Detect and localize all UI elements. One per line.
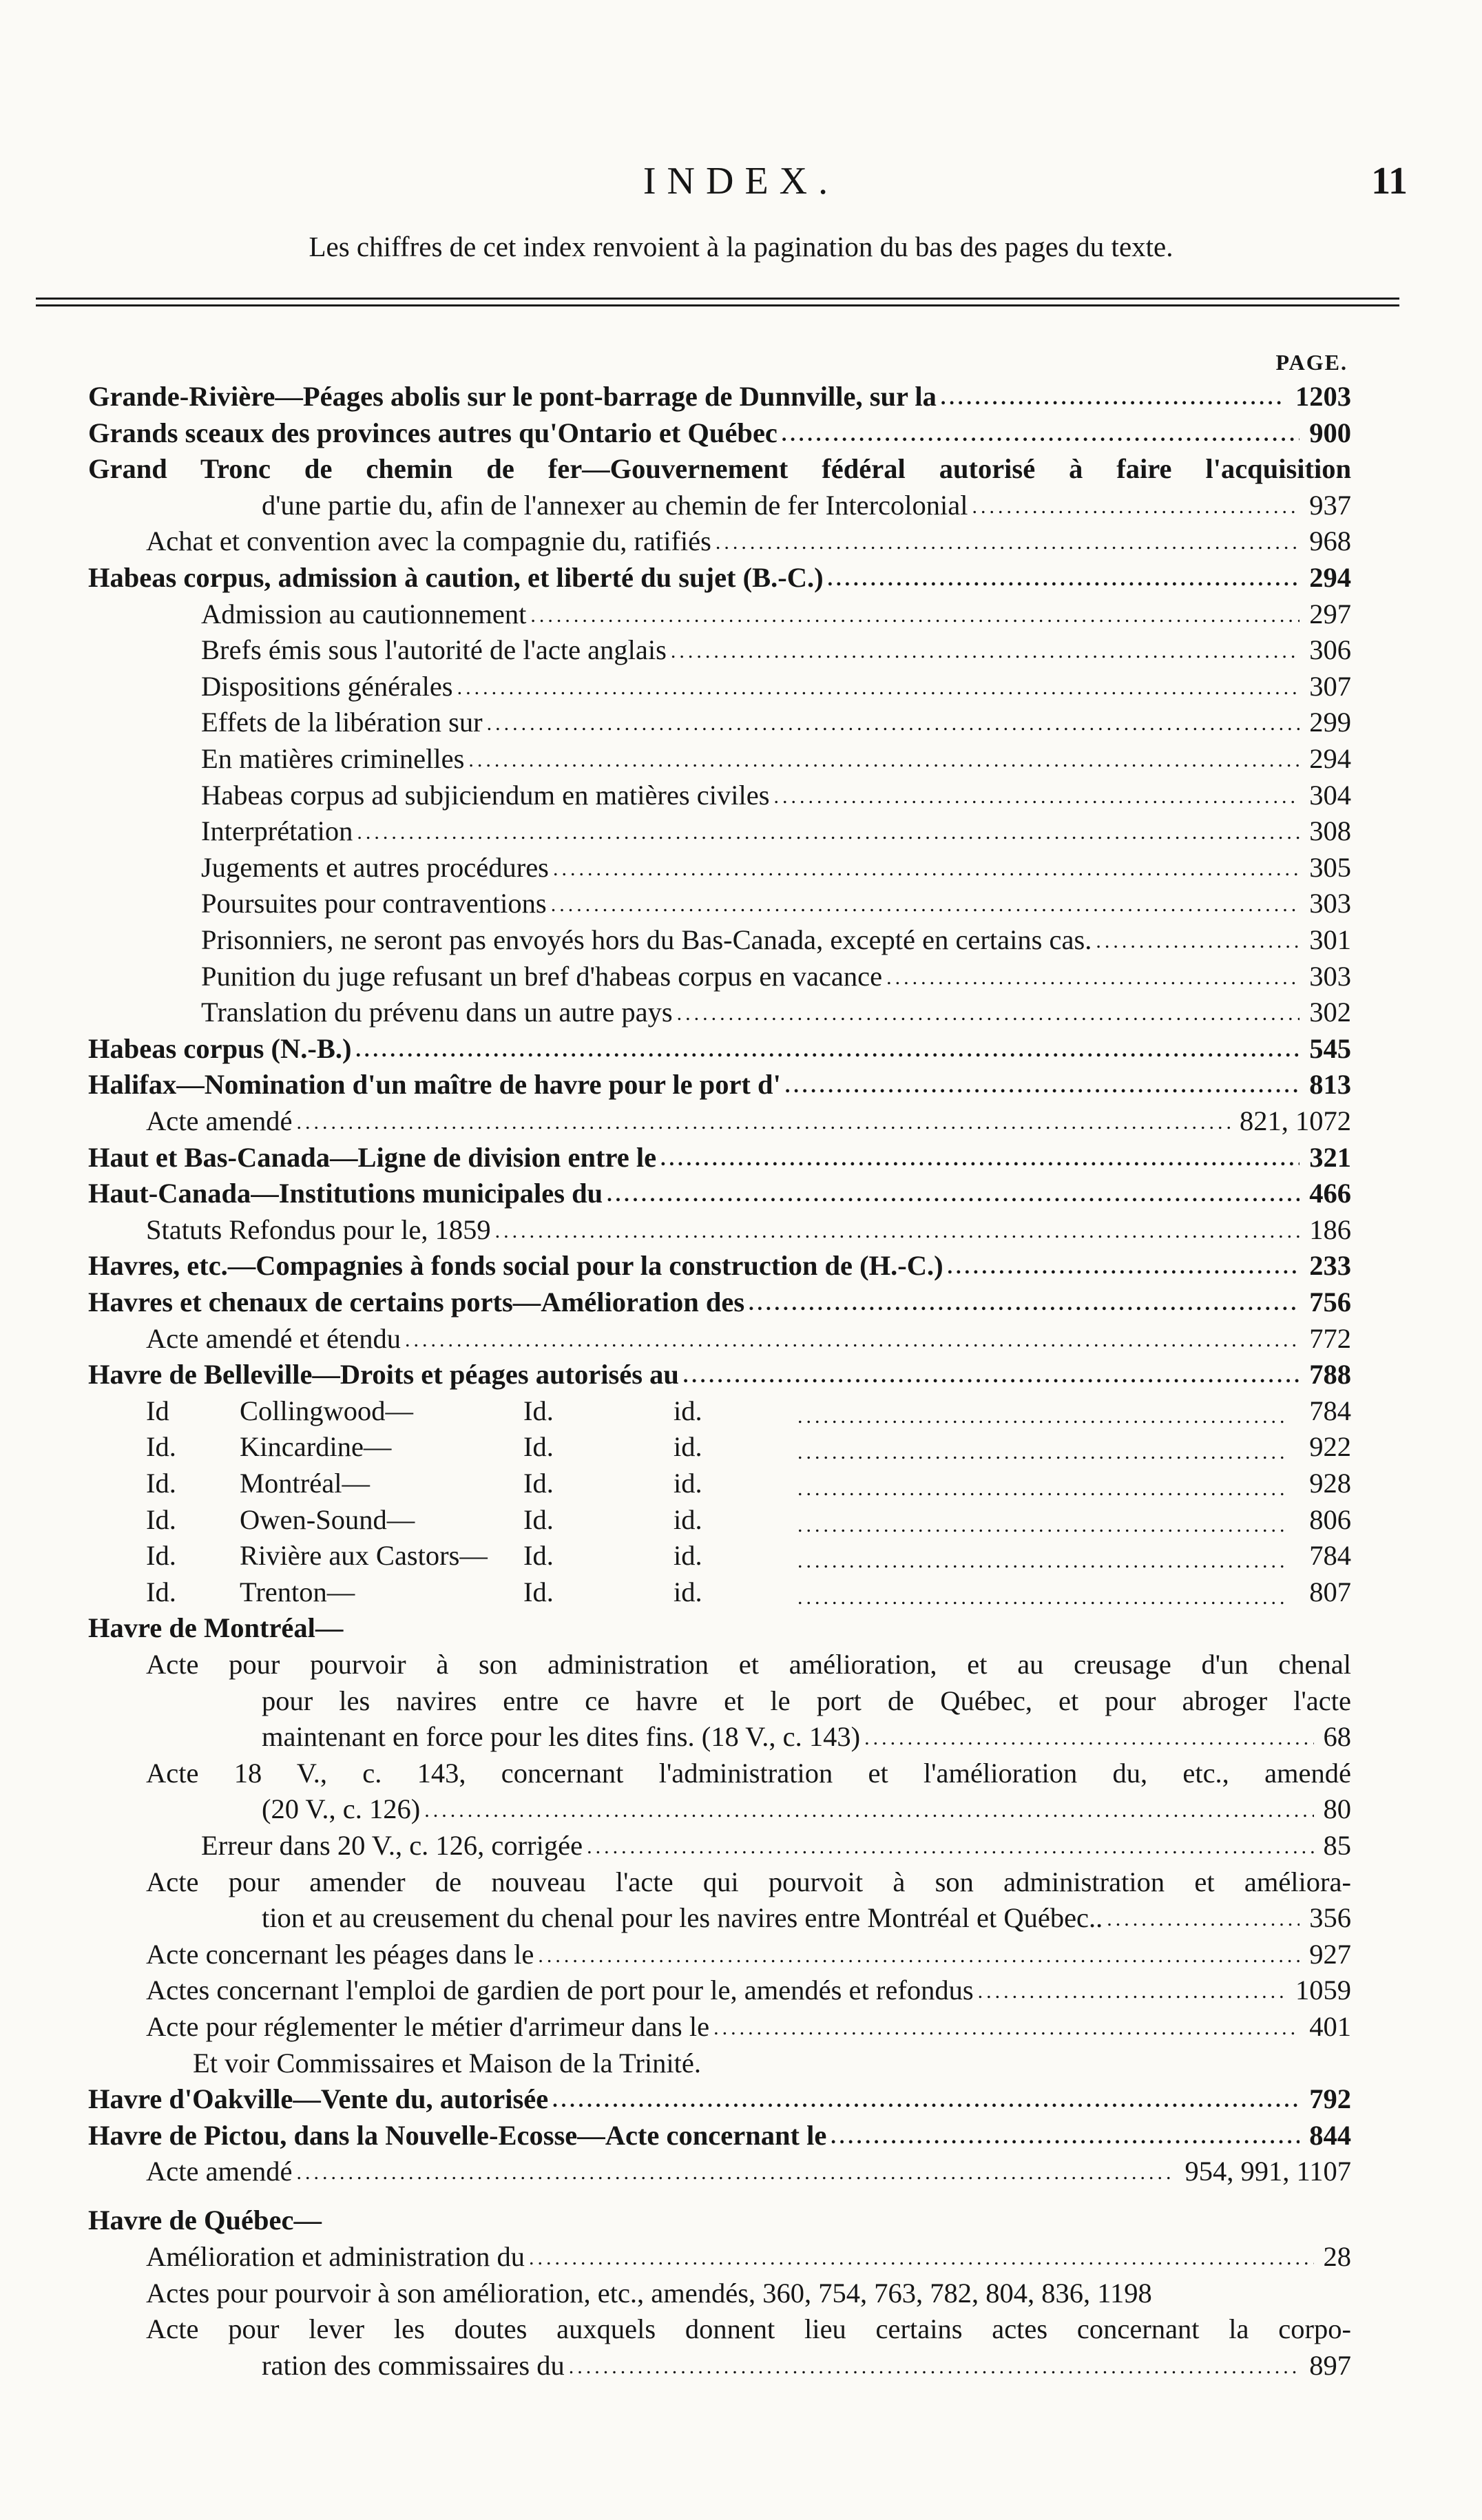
- page-ref: 306: [1309, 634, 1351, 666]
- dot-leader: [749, 1286, 1300, 1322]
- dot-leader: [551, 887, 1300, 924]
- entry-text: Translation du prévenu dans un autre pays: [201, 997, 673, 1028]
- index-entry-line: [262, 1900, 1351, 1937]
- entry-text: Acte pour amender de nouveau l'acte qui pourvoit à son administration et améliora-: [146, 1866, 1351, 1897]
- page-ref: 85: [1323, 1830, 1351, 1861]
- index-grid-row: [0, 1538, 1482, 1574]
- index-entry-line: [88, 2203, 1351, 2239]
- grid-cell: id.: [674, 1576, 702, 1607]
- subtitle: Les chiffres de cet index renvoient à la pagination du bas des pages du texte.: [309, 231, 1173, 262]
- entry-text: Haut et Bas-Canada—Ligne de division entre le: [88, 1141, 657, 1173]
- page-ref: 186: [1309, 1214, 1351, 1245]
- index-entry-line: [146, 1103, 1351, 1140]
- grid-cell: Kincardine—: [240, 1431, 392, 1463]
- entry-text: Acte amendé: [146, 2156, 293, 2187]
- grid-cell: id.: [674, 1395, 702, 1426]
- page-ref: 784: [1309, 1395, 1351, 1426]
- grid-cell: Id.: [523, 1503, 554, 1535]
- index-grid-row: [0, 1466, 1482, 1502]
- page-ref: 303: [1309, 960, 1351, 992]
- grid-cell: Id.: [146, 1431, 176, 1463]
- page-ref: 937: [1309, 489, 1351, 521]
- grid-cell: Id.: [523, 1540, 554, 1572]
- index-grid-row: [0, 1574, 1482, 1611]
- entry-text: Dispositions générales: [201, 670, 453, 702]
- index-entry-line: [88, 1067, 1351, 1103]
- page-ref: 68: [1323, 1721, 1351, 1753]
- page-ref: 294: [1309, 562, 1351, 593]
- page-ref: 784: [1309, 1540, 1351, 1572]
- index-entry-line: [88, 415, 1351, 452]
- grid-cell: Montréal—: [240, 1468, 370, 1499]
- index-entry-line: [201, 850, 1351, 886]
- page-ref: 756: [1309, 1287, 1351, 1318]
- dot-leader: [607, 1177, 1300, 1214]
- dot-leader: [424, 1793, 1313, 1829]
- page-ref: 301: [1309, 924, 1351, 955]
- page-ref: 772: [1309, 1322, 1351, 1354]
- entry-text: Poursuites pour contraventions: [201, 888, 547, 919]
- entry-text: Acte concernant les péages dans le: [146, 1938, 534, 1970]
- page-ref: 356: [1309, 1902, 1351, 1934]
- dot-leader: [671, 634, 1300, 670]
- grid-cell: Id.: [146, 1468, 176, 1499]
- index-entry-line: [88, 2118, 1351, 2154]
- page-number: 11: [1371, 160, 1408, 202]
- index-entry-line: [262, 488, 1351, 524]
- entry-text: Havres, etc.—Compagnies à fonds social pour la construction de (H.-C.): [88, 1250, 943, 1282]
- dot-leader: [948, 1249, 1300, 1286]
- entry-text: Interprétation: [201, 815, 353, 847]
- index-entry-line: [201, 995, 1351, 1031]
- entry-text: Acte amendé: [146, 1105, 293, 1136]
- index-entry-line: [146, 1864, 1351, 1901]
- double-rule-top: [36, 298, 1399, 300]
- entry-text: Acte pour réglementer le métier d'arrimeur dans le: [146, 2011, 710, 2042]
- dot-leader: [1107, 1902, 1300, 1938]
- page-ref: 302: [1309, 997, 1351, 1028]
- entry-text: En matières criminelles: [201, 743, 465, 774]
- dot-leader: [553, 851, 1300, 888]
- index-entry-line: [262, 1683, 1351, 1720]
- grid-cell: Rivière aux Castors—: [240, 1540, 488, 1572]
- entry-text: Punition du juge refusant un bref d'habeas corpus en vacance: [201, 960, 883, 992]
- index-entry-line: [146, 2239, 1351, 2276]
- dot-leader: [530, 598, 1300, 634]
- index-entry-line: [201, 813, 1351, 850]
- index-entry-line: [262, 1791, 1351, 1828]
- entry-text: ration des commissaires du: [262, 2349, 565, 2381]
- page-ref: 80: [1323, 1793, 1351, 1825]
- index-entry-line: [88, 1031, 1351, 1068]
- page-ref: 303: [1309, 888, 1351, 919]
- dot-leader: [886, 960, 1300, 997]
- grid-cell: Id.: [523, 1431, 554, 1463]
- page-ref: 792: [1309, 2083, 1351, 2115]
- index-entry-line: [201, 741, 1351, 778]
- page-ref: 233: [1309, 1250, 1351, 1282]
- entry-text: Acte amendé et étendu: [146, 1322, 401, 1354]
- page-ref: 807: [1309, 1576, 1351, 1607]
- dot-leader: [1096, 924, 1300, 960]
- entry-text: Effets de la libération sur: [201, 707, 483, 738]
- page-ref: 954, 991, 1107: [1184, 2156, 1351, 2187]
- dot-leader: [941, 380, 1286, 417]
- entry-text: Grande-Rivière—Péages abolis sur le pont-barrage de Dunnville, sur la: [88, 381, 937, 412]
- index-grid-row: [0, 1502, 1482, 1539]
- index-entry-line: [193, 2045, 1351, 2082]
- dot-leader: [978, 1974, 1286, 2010]
- index-entry-line: [146, 1647, 1351, 1683]
- page-title: INDEX.: [643, 160, 839, 202]
- grid-cell: Id.: [146, 1503, 176, 1535]
- dot-leader: [782, 417, 1300, 453]
- index-entry-line: [146, 1972, 1351, 2009]
- entry-text: Habeas corpus ad subjiciendum en matières civiles: [201, 779, 770, 811]
- entry-text: Amélioration et administration du: [146, 2241, 525, 2272]
- page-ref: 321: [1309, 1141, 1351, 1173]
- dot-leader: [552, 2083, 1300, 2119]
- entry-text: Statuts Refondus pour le, 1859: [146, 1214, 491, 1245]
- index-entry-line: [146, 1756, 1351, 1792]
- dot-leader: [683, 1358, 1300, 1395]
- page-column-label: PAGE.: [1275, 350, 1348, 375]
- dot-leader: [716, 525, 1300, 561]
- index-entry-line: [88, 1248, 1351, 1284]
- page-ref: 28: [1323, 2241, 1351, 2272]
- dot-leader: [831, 2119, 1300, 2156]
- grid-cell: id.: [674, 1431, 702, 1463]
- page-ref: 922: [1309, 1431, 1351, 1463]
- entry-text: Jugements et autres procédures: [201, 851, 549, 883]
- entry-text: Halifax—Nomination d'un maître de havre pour le port d': [88, 1069, 781, 1101]
- grid-cell: Id: [146, 1395, 169, 1426]
- page-ref: 806: [1309, 1503, 1351, 1535]
- entry-text: Havres et chenaux de certains ports—Amélioration des: [88, 1287, 745, 1318]
- dot-leader: [487, 706, 1300, 742]
- index-entry-line: [201, 669, 1351, 705]
- dot-leader: [677, 996, 1300, 1032]
- index-entry-line: [201, 922, 1351, 959]
- index-entry-line: [201, 1828, 1351, 1864]
- double-rule-bottom: [36, 304, 1399, 306]
- index-entry-line: [88, 1176, 1351, 1212]
- dot-leader: [495, 1214, 1300, 1250]
- dot-leader: [529, 2240, 1313, 2277]
- page-ref: 308: [1309, 815, 1351, 847]
- grid-cell: id.: [674, 1540, 702, 1572]
- entry-text: tion et au creusement du chenal pour les navires entre Montréal et Québec..: [262, 1902, 1103, 1934]
- grid-cell: Owen-Sound—: [240, 1503, 415, 1535]
- entry-text: Prisonniers, ne seront pas envoyés hors du Bas-Canada, excepté en certains cas.: [201, 924, 1092, 955]
- page-ref: 545: [1309, 1032, 1351, 1064]
- index-entry-line: [88, 1357, 1351, 1393]
- page-ref: 299: [1309, 707, 1351, 738]
- grid-cell: Collingwood—: [240, 1395, 414, 1426]
- index-entry-line: [88, 1610, 1351, 1647]
- page-ref: 294: [1309, 743, 1351, 774]
- index-entry-line: [146, 1321, 1351, 1357]
- grid-cell: Id.: [146, 1540, 176, 1572]
- page-ref: 821, 1072: [1240, 1105, 1351, 1136]
- index-grid-row: [0, 1429, 1482, 1466]
- page-ref: 1203: [1295, 381, 1351, 412]
- entry-text: Havre de Belleville—Droits et péages autorisés au: [88, 1359, 679, 1391]
- index-entry-line: [88, 1284, 1351, 1321]
- page-ref: 928: [1309, 1468, 1351, 1499]
- grid-cell: Id.: [523, 1395, 554, 1426]
- index-entry-line: [88, 2081, 1351, 2118]
- index-grid-row: [0, 1393, 1482, 1430]
- entry-text: Acte pour lever les doutes auxquels donnent lieu certains actes concernant la corpo-: [146, 2313, 1351, 2345]
- entry-text: Erreur dans 20 V., c. 126, corrigée: [201, 1830, 583, 1861]
- grid-cell: id.: [674, 1468, 702, 1499]
- dot-leader: [405, 1322, 1300, 1359]
- page-ref: 900: [1309, 417, 1351, 448]
- entry-text: Acte 18 V., c. 143, concernant l'administration et l'amélioration du, etc., amendé: [146, 1757, 1351, 1789]
- dot-leader: [828, 561, 1300, 598]
- index-entry-line: [146, 2276, 1351, 2312]
- index-entry-line: [146, 2009, 1351, 2045]
- entry-text: Admission au cautionnement: [201, 598, 527, 629]
- dot-leader: [713, 2010, 1300, 2047]
- dot-leader: [357, 815, 1300, 851]
- page-ref: 788: [1309, 1359, 1351, 1391]
- dot-leader: [660, 1141, 1300, 1178]
- dot-leader: [538, 1938, 1300, 1975]
- index-entry-line: [201, 886, 1351, 922]
- page-ref: 297: [1309, 598, 1351, 629]
- index-entry-line: [262, 2348, 1351, 2384]
- entry-text: (20 V., c. 126): [262, 1793, 421, 1825]
- index-entry-line: [201, 778, 1351, 814]
- dot-leader: [297, 2155, 1176, 2191]
- index-entry-line: [201, 705, 1351, 741]
- entry-text: Havre d'Oakville—Vente du, autorisée: [88, 2083, 549, 2115]
- page-ref: 466: [1309, 1178, 1351, 1209]
- dot-leader: [356, 1032, 1300, 1069]
- grid-cell: Id.: [146, 1576, 176, 1607]
- index-entry-line: [88, 451, 1351, 488]
- entry-text: Havre de Montréal—: [88, 1612, 344, 1644]
- dot-leader: [569, 2349, 1300, 2386]
- index-entry-line: [201, 959, 1351, 995]
- index-entry-line: [88, 560, 1351, 596]
- entry-text: Et voir Commissaires et Maison de la Trinité.: [193, 2047, 701, 2079]
- index-entry-line: [201, 632, 1351, 669]
- entry-text: Habeas corpus (N.-B.): [88, 1032, 352, 1064]
- index-entry-line: [262, 1719, 1351, 1756]
- entry-text: Haut-Canada—Institutions municipales du: [88, 1178, 603, 1209]
- entry-text: Havre de Québec—: [88, 2205, 322, 2236]
- entry-text: Havre de Pictou, dans la Nouvelle-Ecosse—Acte concernant le: [88, 2119, 827, 2151]
- grid-cell: Id.: [523, 1576, 554, 1607]
- page-ref: 1059: [1295, 1975, 1351, 2006]
- page-ref: 844: [1309, 2119, 1351, 2151]
- page-ref: 304: [1309, 779, 1351, 811]
- dot-leader: [972, 489, 1300, 525]
- dot-leader: [864, 1720, 1313, 1757]
- entry-text: Grand Tronc de chemin de fer—Gouvernement fédéral autorisé à faire l'acquisition: [88, 453, 1351, 485]
- grid-cell: id.: [674, 1503, 702, 1535]
- page-ref: 401: [1309, 2011, 1351, 2042]
- index-entry-line: [146, 1937, 1351, 1973]
- index-entry-line: [201, 596, 1351, 633]
- page-ref: 813: [1309, 1069, 1351, 1101]
- entry-text: maintenant en force pour les dites fins. (18 V., c. 143): [262, 1721, 861, 1753]
- page-ref: 307: [1309, 670, 1351, 702]
- entry-text: Brefs émis sous l'autorité de l'acte anglais: [201, 634, 667, 666]
- page-ref: 305: [1309, 851, 1351, 883]
- dot-leader: [457, 670, 1300, 707]
- entry-text: pour les navires entre ce havre et le port de Québec, et pour abroger l'acte: [262, 1685, 1351, 1716]
- grid-cell: Trenton—: [240, 1576, 355, 1607]
- entry-text: d'une partie du, afin de l'annexer au chemin de fer Intercolonial: [262, 489, 968, 521]
- index-entry-line: [88, 1140, 1351, 1176]
- dot-leader: [587, 1829, 1313, 1866]
- dot-leader: [468, 742, 1300, 779]
- index-entry-line: [146, 523, 1351, 560]
- index-entry-line: [88, 379, 1351, 415]
- entry-text: Actes concernant l'emploi de gardien de port pour le, amendés et refondus: [146, 1975, 974, 2006]
- page-ref: 927: [1309, 1938, 1351, 1970]
- index-entry-line: [146, 2311, 1351, 2348]
- grid-cell: Id.: [523, 1468, 554, 1499]
- entry-text: Achat et convention avec la compagnie du, ratifiés: [146, 525, 711, 557]
- entry-text: Grands sceaux des provinces autres qu'Ontario et Québec: [88, 417, 777, 448]
- entry-text: Acte pour pourvoir à son administration et amélioration, et au creusage d'un chenal: [146, 1649, 1351, 1680]
- dot-leader: [773, 779, 1300, 815]
- page-ref: 897: [1309, 2349, 1351, 2381]
- index-entry-line: [146, 1212, 1351, 1249]
- entry-text: Habeas corpus, admission à caution, et liberté du sujet (B.-C.): [88, 562, 824, 593]
- page-ref: 968: [1309, 525, 1351, 557]
- index-entry-line: [146, 2154, 1351, 2190]
- dot-leader: [785, 1068, 1300, 1105]
- entry-text: Actes pour pourvoir à son amélioration, etc., amendés, 360, 754, 763, 782, 804, 836, 1198: [146, 2277, 1152, 2309]
- dot-leader: [297, 1105, 1230, 1141]
